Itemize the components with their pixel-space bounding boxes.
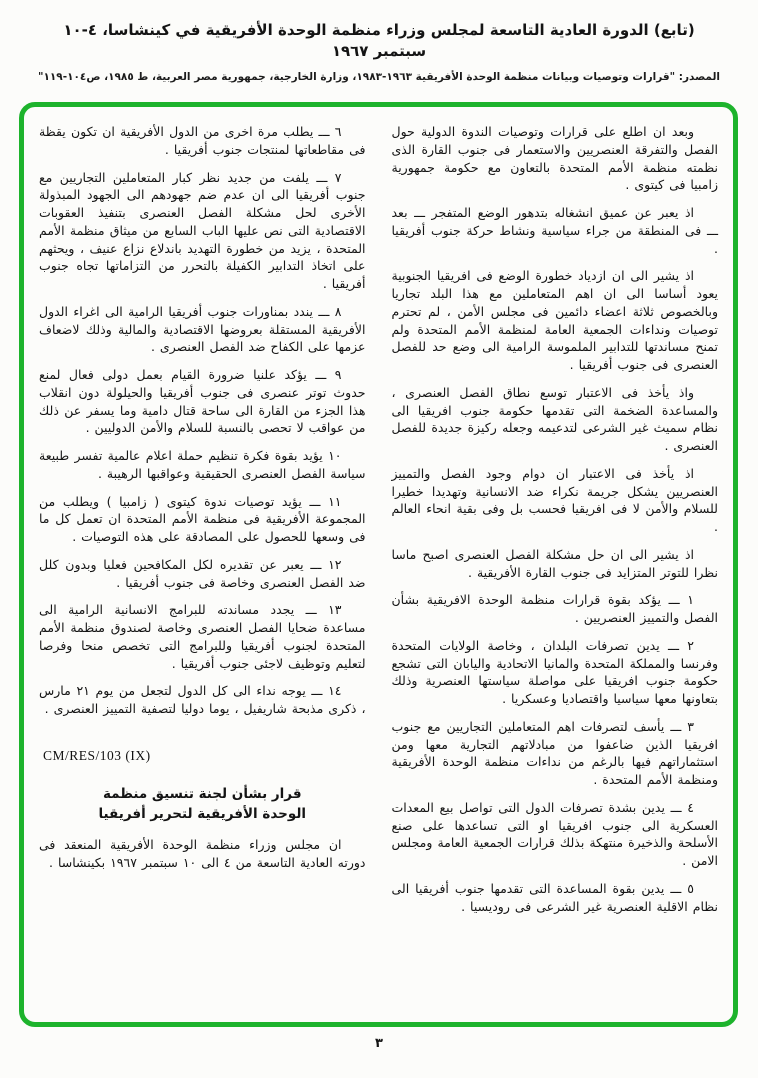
paragraph-item-4: ٤ ـــ يدين بشدة تصرفات الدول التى تواصل بيع المعدات العسكرية الى جنوب افريقيا او التى تساعدها على صنع الأسلحة والذخيرة منتهكة بذلك قرارات الجمعية العامة ومجلس الامن .: [391, 799, 718, 868]
paragraph-item-11: ١١ ـــ يؤيد توصيات ندوة كيتوى ( زامبيا ) ويطلب من المجموعة الأفريقية فى منظمة الأمم المتحدة ان تعمل كل ما فى وسعها للحصول على المصادقة على هذه التوصيات .: [39, 493, 366, 544]
paragraph-item-10: ١٠ يؤيد بقوة فكرة تنظيم حملة اعلام عالمية تفسر طبيعة سياسة الفصل العنصرى الحقيقية وعواقبها الرهيبة .: [39, 448, 366, 481]
paragraph-preamble: اذ يشير الى ان حل مشكلة الفصل العنصرى اصبح ماسا نظرا للتوتر المتزايد فى جنوب القارة الأفريقية .: [391, 546, 718, 580]
paragraph-item-13: ١٣ ـــ يجدد مساندته للبرامج الانسانية الرامية الى مساعدة ضحايا الفصل العنصرى وخاصة لصندوق منظمة الأمم المتحدة لجنوب أفريقيا وللبرامج التى تخصص منحا وفرصا لتعليم وتوظيف لاجئى جنوب أفريقيا .: [39, 602, 366, 671]
paragraph-preamble: اذ يشير الى ان ازدياد خطورة الوضع فى افريقيا الجنوبية يعود أساسا الى ان اهم المتعاملين مع هذا البلد تجاريا وبالخصوص ثلاثة اعضاء دائمين فى مجلس الأمن ، لم تحترم توصيات ونداءات الجمعية العامة لمنظمة الأمم المتحدة ولم تمنح مساندتها للتدابير الملموسة الرامية الى وضع حد للفصل العنصرى فى جنوب أفريقيا .: [391, 268, 718, 372]
paragraph-item-14: ١٤ ـــ يوجه نداء الى كل الدول لتجعل من يوم ٢١ مارس ، ذكرى مذبحة شاريفيل ، يوما دوليا لتصفية التمييز العنصرى .: [39, 683, 366, 716]
paragraph-preamble: وبعد ان اطلع على قرارات وتوصيات الندوة الدولية حول الفصل والتفرقة العنصريين والاستعمار فى جنوب القارة الذى نظمته منظمة الأمم المتحدة بالتعاون مع حكومة جمهورية زامبيا فى كيتوى .: [391, 124, 718, 193]
page-number: ٣: [375, 1036, 383, 1051]
paragraph-item-12: ١٢ ـــ يعبر عن تقديره لكل المكافحين فعليا وبدون كلل ضد الفصل العنصرى وخاصة فى جنوب أفريقيا .: [39, 556, 366, 590]
document-title: (تابع) الدورة العادية التاسعة لمجلس وزراء منظمة الوحدة الأفريقية في كينشاسا، ٤-١٠ سبتمبر ١٩٦٧: [63, 21, 695, 60]
paragraph-preamble: اذ يعبر عن عميق انشغاله بتدهور الوضع المتفجر ـــ بعد ـــ فى المنطقة من جراء سياسية ونشاط حركة جنوب أفريقيا .: [391, 205, 718, 256]
paragraph-item-8: ٨ ـــ يندد بمناورات جنوب أفريقيا الرامية الى اغراء الدول الأفريقية المستقلة بعروضها الاقتصادية والمالية وذلك لاضعاف عزمها على الكفاح ضد الفصل العنصرى .: [39, 303, 366, 355]
paragraph-item-9: ٩ ـــ يؤكد علنيا ضرورة القيام بعمل دولى فعال لمنع حدوث توتر عنصرى فى جنوب أفريقيا والحيلولة دون انقلاب هذا الجزء من القارة الى ساحة قتال دامية وما يسفر عن ذلك من عواقب لا تحصى بالنسبة للسلام والأمن الدوليين .: [39, 367, 366, 436]
column-right: [392, 123, 719, 1012]
source-citation: المصدر: "قرارات وتوصيات وبيانات منظمة الوحدة الأفريقية ١٩٦٣-١٩٨٣، وزارة الخارجية، جمهورية مصر العربية، ط ١٩٨٥، ص١٠٤-١١٩": [38, 71, 720, 83]
paragraph-item-3: ٣ ـــ يأسف لتصرفات اهم المتعاملين التجاريين مع جنوب افريقيا الذين ضاعفوا من مبادلاتهم التجارية معها ومن استثماراتهم فيها بالرغم من نداءات منظمة الوحدة الأفريقية ومنظمة الأمم المتحدة .: [391, 718, 718, 787]
resolution-heading-line1: قرار بشأن لجنة تنسيق منظمة: [102, 785, 302, 802]
paragraph-item-5: ٥ ـــ يدين بقوة المساعدة التى تقدمها جنوب أفريقيا الى نظام الاقلية العنصرية غير الشرعى فى روديسيا .: [391, 880, 718, 914]
page-header: [0, 20, 758, 83]
column-left: [39, 123, 366, 1012]
paragraph-closing: ان مجلس وزراء منظمة الوحدة الأفريقية المنعقد فى دورته العادية التاسعة من ٤ الى ١٠ سبتمبر ١٩٦٧ بكينشاسا .: [39, 837, 366, 870]
resolution-heading-line2: الوحدة الأفريقية لتحرير أفريقيا: [98, 806, 307, 822]
paragraph-preamble: واذ يأخذ فى الاعتبار توسع نطاق الفصل العنصرى ، والمساعدة الضخمة التى تقدمها حكومة جنوب افريقيا الى نظام سميث غير الشرعى لتدعيمه وجعله ركيزة جديدة للفصل العنصرى .: [391, 384, 718, 453]
resolution-reference: CM/RES/103 (IX): [43, 747, 151, 763]
two-column-layout: [39, 123, 718, 1012]
paragraph-preamble: اذ يأخذ فى الاعتبار ان دوام وجود الفصل والتمييز العنصريين يشكل جريمة نكراء ضد الانسانية وتهديدا خطيرا للسلام والأمن لا فى افريقيا فحسب بل وفى بقية انحاء العالم .: [391, 465, 718, 534]
paragraph-item-7: ٧ ـــ يلفت من جديد نظر كبار المتعاملين التجاريين مع جنوب أفريقيا الى ان عدم ضم جهودهم الى الجهود المبذولة الأخرى لحل مشكلة الفصل العنصرى بتنفيذ العقوبات الاقتصادية التى نص عليها الباب السابع من ميثاق منظمة الأمم المتحدة ، يزيد من خطورة التهديد باندلاع نزاع عنيف ، ويحثهم على اتخاذ التدابير الكفيلة بالتحرر من التزاماتها تجاه جنوب أفريقيا .: [39, 169, 366, 291]
paragraph-item-2: ٢ ـــ يدين تصرفات البلدان ، وخاصة الولايات المتحدة وفرنسا والمملكة المتحدة والمانيا الاتحادية واليابان التى تشجع حكومة جنوب افريقيا على مواصلة سياستها العنصرية وذلك بتعاونها معها سياسيا واقتصاديا وعسكريا .: [391, 637, 718, 706]
resolution-heading: [39, 784, 366, 825]
paragraph-item-6: ٦ ـــ يطلب مرة اخرى من الدول الأفريقية ان تكون يقظة فى مقاطعاتها لمنتجات جنوب أفريقيا .: [39, 124, 366, 157]
paragraph-item-1: ١ ـــ يؤكد بقوة قرارات منظمة الوحدة الافريقية بشأن الفصل والتمييز العنصريين .: [391, 592, 718, 625]
content-border-box: [19, 102, 738, 1027]
